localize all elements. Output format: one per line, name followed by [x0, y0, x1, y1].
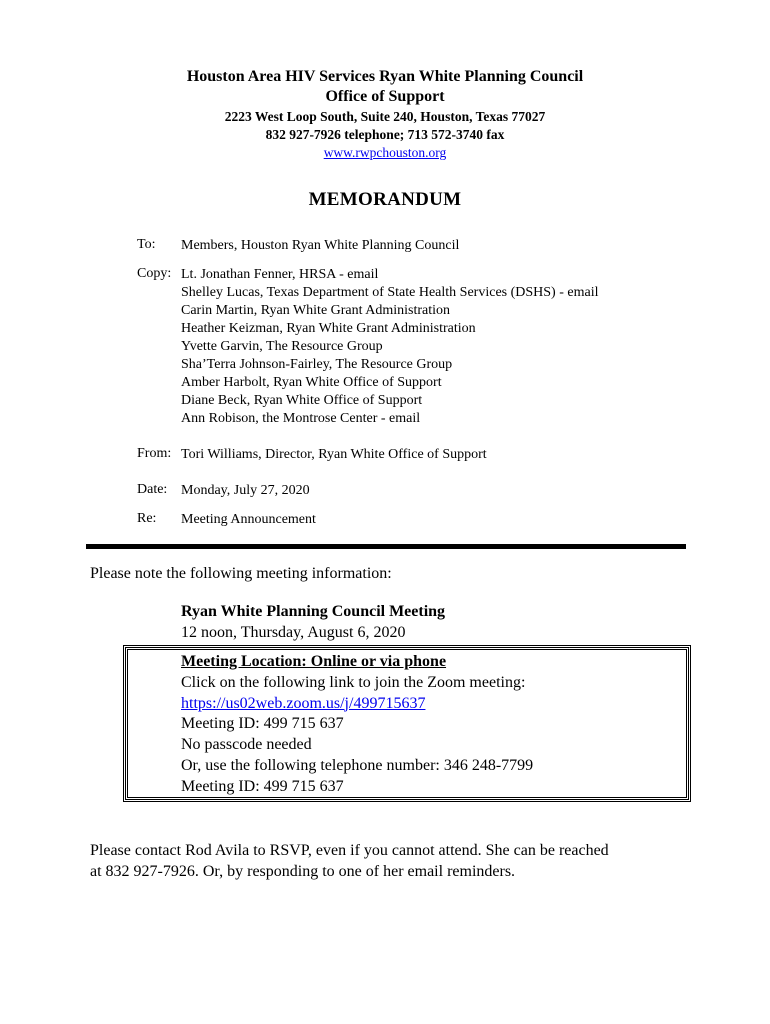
re-label: Re:: [137, 511, 157, 526]
copy-recipient: Lt. Jonathan Fenner, HRSA - email: [181, 267, 379, 282]
copy-recipient: Heather Keizman, Ryan White Grant Administration: [181, 321, 476, 336]
phone-instructions: Or, use the following telephone number: 346 248-7799: [181, 756, 534, 774]
copy-list: [181, 266, 598, 428]
meeting-title: Ryan White Planning Council Meeting: [181, 603, 446, 620]
office-name: Office of Support: [325, 88, 445, 105]
website-link[interactable]: www.rwpchouston.org: [323, 145, 447, 160]
to-value: Members, Houston Ryan White Planning Council: [181, 238, 460, 253]
copy-recipient: Carin Martin, Ryan White Grant Administration: [181, 303, 451, 318]
meeting-details: [181, 652, 533, 798]
meeting-location: Meeting Location: Online or via phone: [181, 653, 447, 670]
org-address: 2223 West Loop South, Suite 240, Houston, Texas 77027: [224, 109, 546, 124]
zoom-instructions: Click on the following link to join the Zoom meeting:: [181, 673, 526, 691]
copy-recipient: Amber Harbolt, Ryan White Office of Support: [181, 375, 442, 390]
copy-recipient: Ann Robison, the Montrose Center - email: [181, 411, 421, 426]
rsvp-paragraph: [90, 840, 690, 882]
copy-recipient: Yvette Garvin, The Resource Group: [181, 339, 383, 354]
from-label: From:: [137, 446, 172, 461]
meeting-id-phone: Meeting ID: 499 715 637: [181, 777, 344, 795]
copy-recipient: Sha’Terra Johnson-Fairley, The Resource Group: [181, 357, 453, 372]
intro-note: Please note the following meeting information:: [90, 565, 392, 582]
to-label: To:: [137, 237, 156, 252]
copy-recipient: Shelley Lucas, Texas Department of State Health Services (DSHS) - email: [181, 285, 599, 300]
re-value: Meeting Announcement: [181, 512, 316, 527]
org-phone-fax: 832 927-7926 telephone; 713 572-3740 fax: [265, 127, 505, 142]
zoom-link[interactable]: https://us02web.zoom.us/j/499715637: [181, 694, 426, 712]
rsvp-line: at 832 927-7926. Or, by responding to one of her email reminders.: [90, 863, 516, 880]
date-label: Date:: [137, 482, 168, 497]
copy-label: Copy:: [137, 266, 172, 281]
date-value: Monday, July 27, 2020: [181, 483, 310, 498]
org-name: Houston Area HIV Services Ryan White Planning Council: [186, 68, 584, 85]
meeting-time: 12 noon, Thursday, August 6, 2020: [181, 624, 406, 641]
rsvp-line: Please contact Rod Avila to RSVP, even if you cannot attend. She can be reached: [90, 842, 609, 859]
from-value: Tori Williams, Director, Ryan White Office of Support: [181, 447, 487, 462]
passcode-note: No passcode needed: [181, 736, 312, 754]
meeting-id: Meeting ID: 499 715 637: [181, 715, 344, 733]
memo-title: MEMORANDUM: [308, 189, 462, 210]
header-divider: [86, 544, 686, 549]
copy-recipient: Diane Beck, Ryan White Office of Support: [181, 393, 423, 408]
